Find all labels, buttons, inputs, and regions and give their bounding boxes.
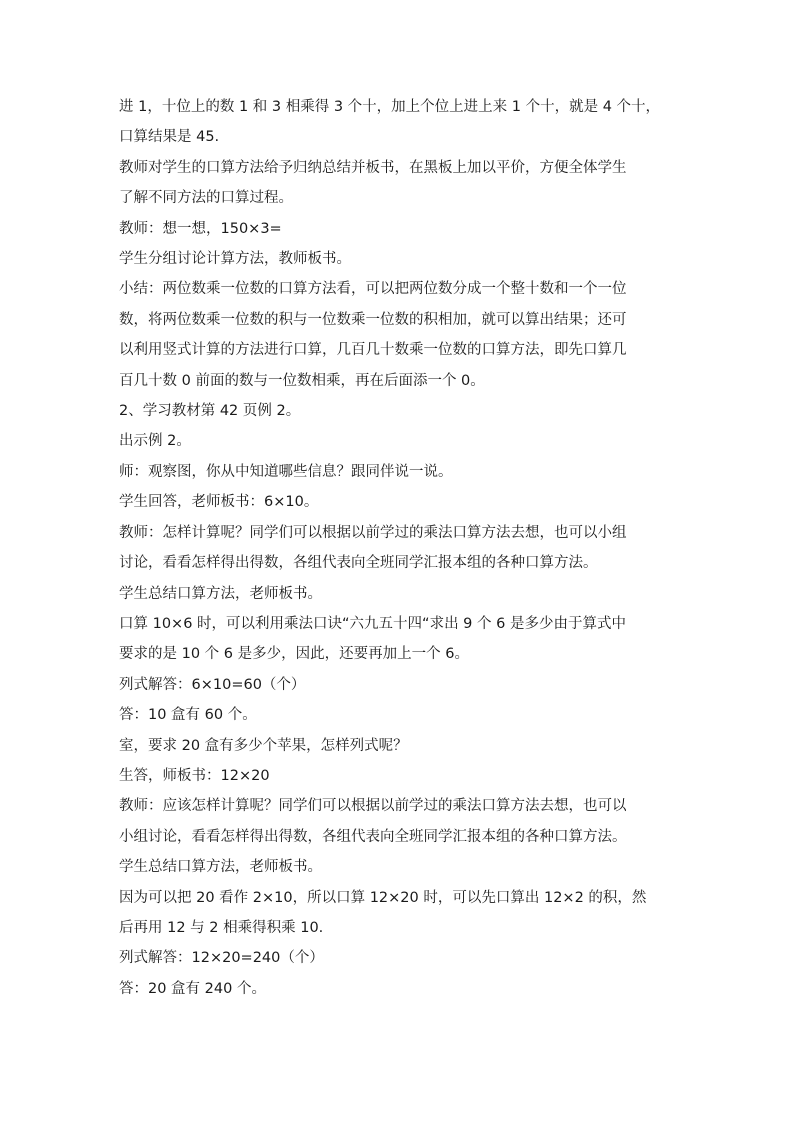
text-line: 小结：两位数乘一位数的口算方法看，可以把两位数分成一个整十数和一个一位 — [119, 281, 627, 298]
text-line: 了解不同方法的口算过程。 — [119, 190, 293, 207]
text-line: 教师：应该怎样计算呢？同学们可以根据以前学过的乘法口算方法去想，也可以 — [119, 798, 627, 815]
text-line: 教师对学生的口算方法给予归纳总结并板书，在黑板上加以平价，方便全体学生 — [119, 159, 627, 176]
text-line: 生答，师板书：12×20 — [119, 767, 270, 784]
text-line: 口算结果是 45. — [119, 129, 220, 146]
text-line: 教师：想一想，150×3= — [119, 220, 282, 237]
text-line: 讨论，看看怎样得出得数，各组代表向全班同学汇报本组的各种口算方法。 — [119, 555, 598, 572]
text-line: 列式解答：6×10=60（个） — [119, 676, 306, 693]
text-line: 学生分组讨论计算方法，教师板书。 — [119, 251, 351, 268]
text-line: 学生总结口算方法，老师板书。 — [119, 859, 322, 876]
text-line: 教师：怎样计算呢？同学们可以根据以前学过的乘法口算方法去想，也可以小组 — [119, 524, 627, 541]
text-line: 师：观察图，你从中知道哪些信息？跟同伴说一说。 — [119, 463, 453, 480]
text-line: 答：20 盒有 240 个。 — [119, 980, 266, 997]
text-line: 出示例 2。 — [119, 433, 191, 450]
text-line: 后再用 12 与 2 相乘得积乘 10. — [119, 919, 324, 936]
text-line: 答：10 盒有 60 个。 — [119, 707, 257, 724]
text-line: 要求的是 10 个 6 是多少，因此，还要再加上一个 6。 — [119, 646, 469, 663]
text-line: 2、学习教材第 42 页例 2。 — [119, 403, 301, 420]
text-line: 数，将两位数乘一位数的积与一位数乘一位数的积相加，就可以算出结果；还可 — [119, 311, 627, 328]
text-line: 列式解答：12×20=240（个） — [119, 950, 324, 967]
text-line: 因为可以把 20 看作 2×10，所以口算 12×20 时，可以先口算出 12×2 的积，然 — [119, 889, 647, 906]
text-line: 小组讨论，看看怎样得出得数，各组代表向全班同学汇报本组的各种口算方法。 — [119, 828, 627, 845]
document-body — [119, 92, 679, 1004]
text-line: 口算 10×6 时，可以利用乘法口诀“六九五十四“求出 9 个 6 是多少由于算式中 — [119, 615, 626, 632]
text-line: 进 1，十位上的数 1 和 3 相乘得 3 个十，加上个位上进上来 1 个十，就是 4 个十， — [119, 99, 661, 115]
text-line: 百几十数 0 前面的数与一位数相乘，再在后面添一个 0。 — [119, 372, 485, 389]
text-line: 以利用竖式计算的方法进行口算，几百几十数乘一位数的口算方法，即先口算几 — [119, 342, 627, 359]
text-line: 学生总结口算方法，老师板书。 — [119, 585, 322, 602]
text-line: 室，要求 20 盒有多少个苹果，怎样列式呢？ — [119, 737, 408, 754]
text-line: 学生回答，老师板书：6×10。 — [119, 494, 319, 511]
